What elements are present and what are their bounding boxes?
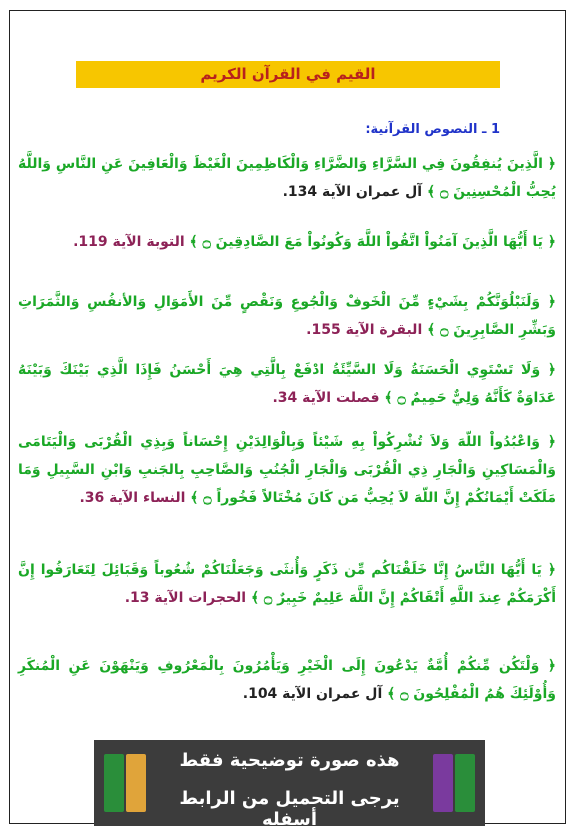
verse-text: ﴿ وَلَا تَسْتَوِي الْحَسَنَةُ وَلَا السَّيِّئَةُ ادْفَعْ بِالَّتِي هِيَ أَحْسَنُ فَإِذَا الَّذِي بَيْنَكَ وَبَيْنَهُ عَدَاوَةٌ كَأَنَّهُ وَلِيٌّ حَمِيمٌ ۝ ﴾ — [18, 362, 556, 406]
verse-block — [18, 556, 556, 612]
verse-text: ﴿ يَا أَيُّهَا النَّاسُ إِنَّا خَلَقْنَاكُم مِّن ذَكَرٍ وَأُنثَى وَجَعَلْنَاكُمْ شُعُوباً وَقَبَائِلَ لِتَعَارَفُوا إِنَّ أَكْرَمَكُمْ عِندَ اللَّهِ أَتْقَاكُمْ إِنَّ اللَّهَ عَلِيمٌ خَبِيرٌ ۝ ﴾ — [18, 562, 556, 606]
book-icon — [433, 754, 453, 812]
verse-reference: النساء الآية 36. — [79, 490, 186, 506]
verse-reference: التوبة الآية 119. — [73, 234, 185, 250]
section-heading: 1 ـ النصوص القرآنية: — [365, 122, 500, 137]
verse-text: ﴿ يَا أَيُّهَا الَّذِينَ آمَنُواْ اتَّقُواْ اللَّهَ وَكُونُواْ مَعَ الصَّادِقِينَ ۝ ﴾ — [189, 234, 556, 250]
verse-reference: الحجرات الآية 13. — [124, 590, 247, 606]
verse-reference: آل عمران الآية 104. — [242, 686, 383, 702]
book-icon — [126, 754, 146, 812]
verse-block — [18, 150, 556, 206]
verse-reference: آل عمران الآية 134. — [282, 184, 423, 200]
page-title: القيم في القرآن الكريم — [76, 61, 500, 88]
verse-block — [18, 428, 556, 512]
verse-text: ﴿ الَّذِينَ يُنفِقُونَ فِي السَّرَّاءِ وَالضَّرَّاءِ وَالْكَاظِمِينَ الْغَيْظَ وَالْعَافِينَ عَنِ النَّاسِ وَاللَّهُ يُحِبُّ الْمُحْسِنِينَ ۝ ﴾ — [18, 156, 556, 200]
verse-block — [18, 228, 556, 256]
banner-line-2: يرجى التحميل من الرابط أسفله — [179, 788, 400, 830]
verse-reference: البقرة الآية 155. — [306, 322, 423, 338]
verse-block — [18, 288, 556, 344]
book-icon — [455, 754, 475, 812]
verse-block — [18, 652, 556, 708]
verse-text: ﴿ وَلْتَكُن مِّنكُمْ أُمَّةٌ يَدْعُونَ إِلَى الْخَيْرِ وَيَأْمُرُونَ بِالْمَعْرُوفِ وَيَنْهَوْنَ عَنِ الْمُنكَرِ وَأُوْلَئِكَ هُمُ الْمُفْلِحُونَ ۝ ﴾ — [18, 658, 556, 702]
verse-reference: فصلت الآية 34. — [272, 390, 380, 406]
banner-line-1: هذه صورة توضيحية فقط — [179, 750, 400, 771]
verse-text: ﴿ وَلَنَبْلُوَنَّكُمْ بِشَيْءٍ مِّنَ الْخَوفْ وَالْجُوعِ وَنَقْصٍ مِّنَ الأَمَوَالِ وَالأنفُسِ وَالثَّمَرَاتِ وَبَشِّرِ الصَّابِرِينَ ۝ ﴾ — [18, 294, 556, 338]
verse-text: ﴿ وَاعْبُدُواْ اللّهَ وَلاَ تُشْرِكُواْ بِهِ شَيْئاً وَبِالْوَالِدَيْنِ إِحْسَاناً وَبِذِي الْقُرْبَى وَالْيَتَامَى وَالْمَسَاكِينِ وَالْجَارِ ذِي الْقُرْبَى وَالْجَارِ الْجُنُبِ وَالصَّاحِبِ بِالجَنبِ وَابْنِ السَّبِيلِ وَمَا مَلَكَتْ أَيْمَانُكُمْ إِنَّ اللّهَ لاَ يُحِبُّ مَن كَانَ مُخْتَالاً فَخُوراً ۝ ﴾ — [18, 434, 556, 506]
book-icon — [104, 754, 124, 812]
verse-block — [18, 356, 556, 412]
download-banner[interactable] — [94, 740, 485, 830]
